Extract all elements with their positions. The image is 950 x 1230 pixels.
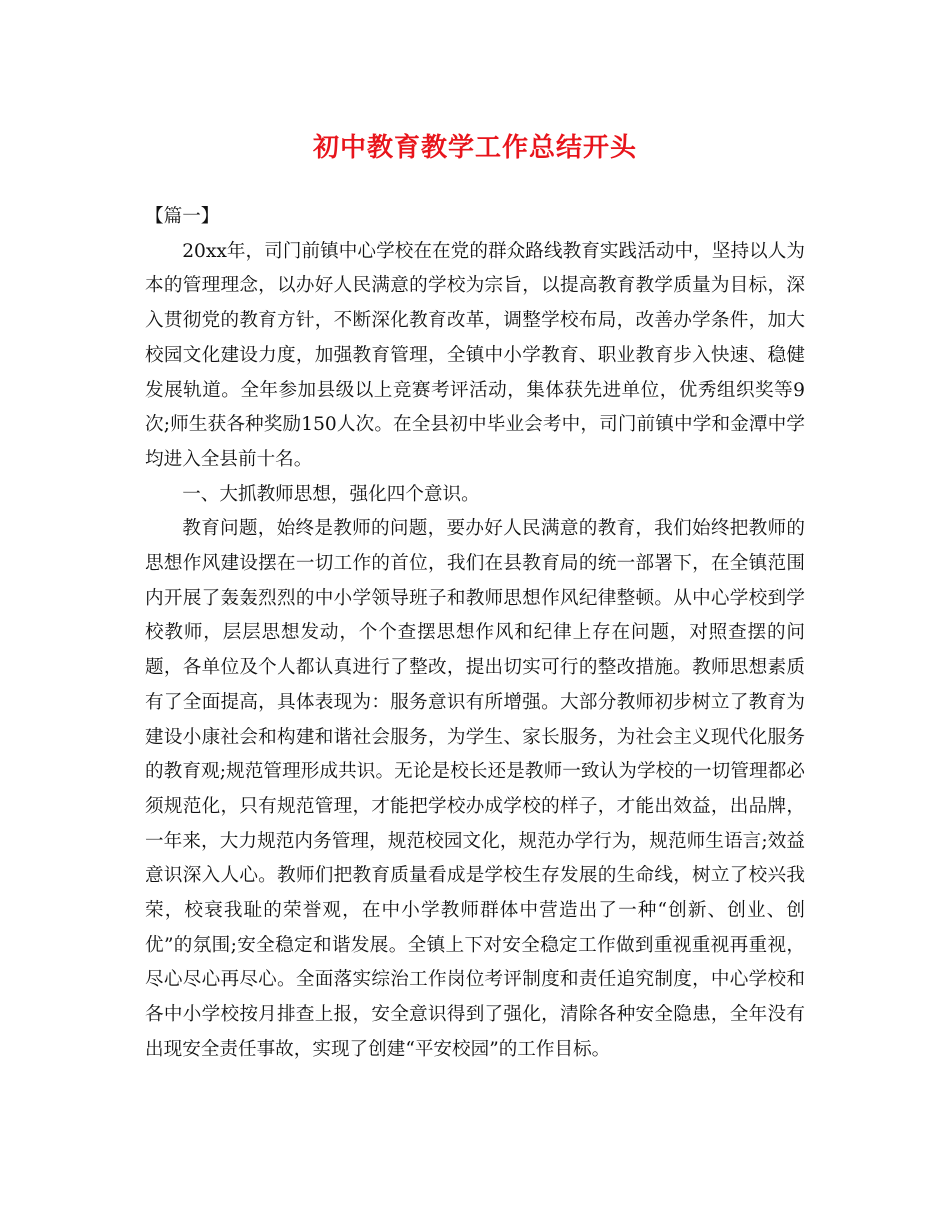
body-paragraph: 教育问题，始终是教师的问题，要办好人民满意的教育，我们始终把教师的思想作风建设摆在一切工作的首位，我们在县教育局的统一部署下，在全镇范围内开展了轰轰烈烈的中小学领导班子和教师思想作风纪律整顿。从中心学校到学校教师，层层思想发动，个个查摆思想作风和纪律上存在问题，对照查摆的问题，各单位及个人都认真进行了整改，提出切实可行的整改措施。教师思想素质有了全面提高，具体表现为：服务意识有所增强。大部分教师初步树立了教育为建设小康社会和构建和谐社会服务，为学生、家长服务，为社会主义现代化服务的教育观;规范管理形成共识。无论是校长还是教师一致认为学校的一切管理都必须规范化，只有规范管理，才能把学校办成学校的样子，才能出效益，出品牌，一年来，大力规范内务管理，规范校园文化，规范办学行为，规范师生语言;效益意识深入人心。教师们把教育质量看成是学校生存发展的生命线，树立了校兴我荣，校衰我耻的荣誉观，在中小学教师群体中营造出了一种“创新、创业、创优”的氛围;安全稳定和谐发展。全镇上下对安全稳定工作做到重视重视再重视，尽心尽心再尽心。全面落实综治工作岗位考评制度和责任追究制度，中心学校和各中小学校按月排查上报，安全意识得到了强化，清除各种安全隐患，全年没有出现安全责任事故，实现了创建“平安校园”的工作目标。 <box>145 518 805 1060</box>
section-label: 【篇一】 <box>145 206 220 227</box>
section-heading: 一、大抓教师思想，强化四个意识。 <box>182 483 480 505</box>
document-body <box>145 200 805 1068</box>
intro-paragraph: 20xx年，司门前镇中心学校在在党的群众路线教育实践活动中，坚持以人为本的管理理念，以办好人民满意的学校为宗旨，以提高教育教学质量为目标，深入贯彻党的教育方针，不断深化教育改革，调整学校布局，改善办学条件，加大校园文化建设力度，加强教育管理，全镇中小学教育、职业教育步入快速、稳健发展轨道。全年参加县级以上竞赛考评活动，集体获先进单位，优秀组织奖等9次;师生获各种奖励150人次。在全县初中毕业会考中，司门前镇中学和金潭中学均进入全县前十名。 <box>145 240 805 470</box>
document-title: 初中教育教学工作总结开头 <box>312 133 637 163</box>
